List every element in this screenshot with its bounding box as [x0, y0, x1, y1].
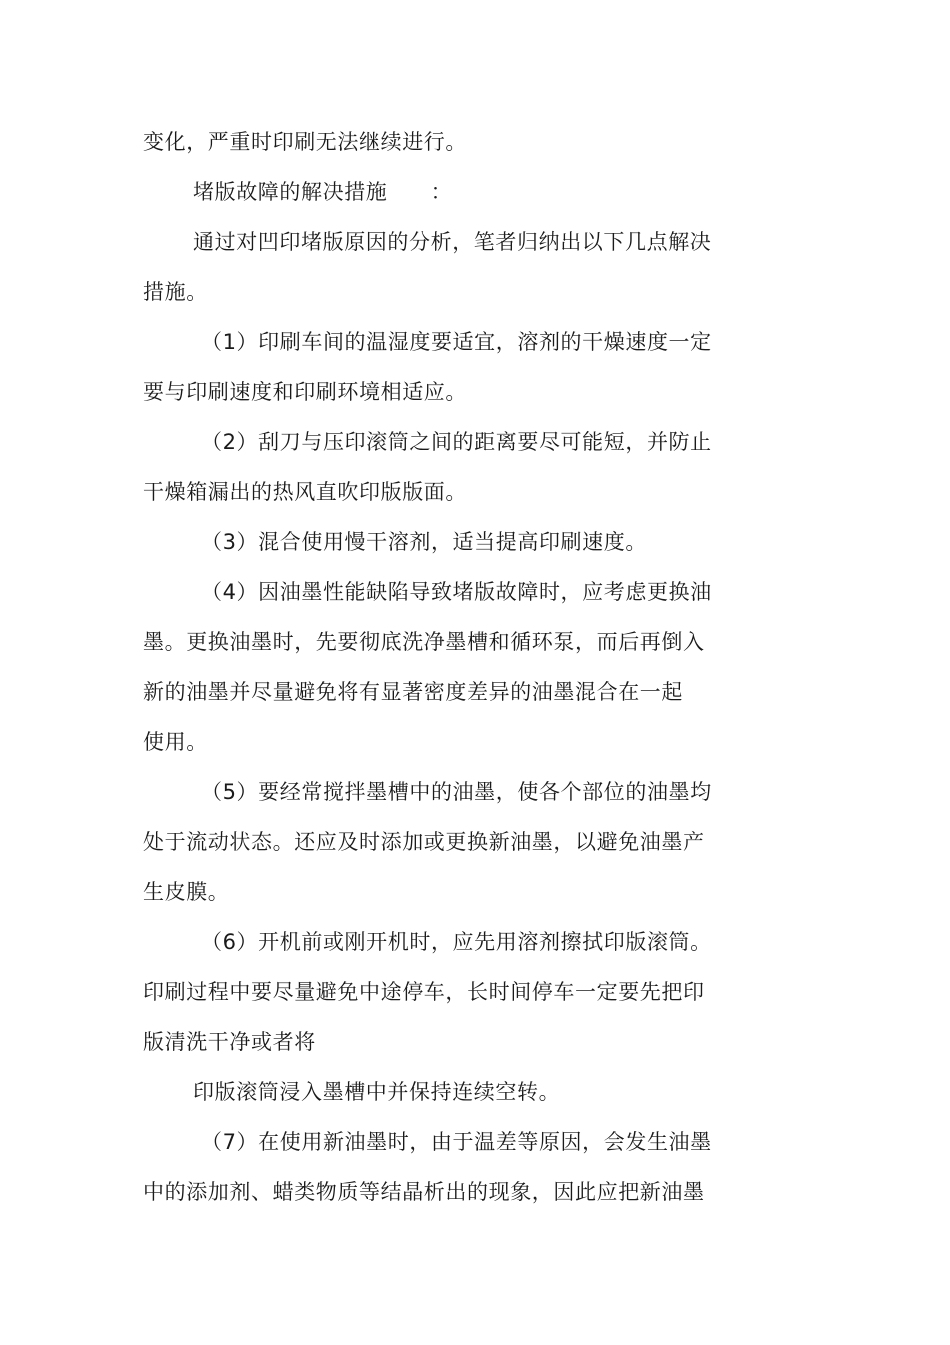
list-item-5-line: 生皮膜。	[143, 880, 230, 904]
text-line: 措施。	[143, 280, 208, 304]
section-heading: 堵版故障的解决措施 ：	[193, 180, 453, 204]
list-item-4-line: 墨。更换油墨时，先要彻底洗净墨槽和循环泵，而后再倒入	[143, 630, 705, 654]
list-item-6-line: 印版滚筒浸入墨槽中并保持连续空转。	[193, 1080, 561, 1104]
list-item-5-line: 处于流动状态。还应及时添加或更换新油墨，以避免油墨产	[143, 830, 705, 854]
text-line: 变化，严重时印刷无法继续进行。	[143, 130, 467, 154]
list-item-4-line: 新的油墨并尽量避免将有显著密度差异的油墨混合在一起	[143, 680, 683, 704]
list-item-1-line: 要与印刷速度和印刷环境相适应。	[143, 380, 467, 404]
list-item-6-line: 版清洗干净或者将	[143, 1030, 316, 1054]
list-item-3-line: （3）混合使用慢干溶剂，适当提高印刷速度。	[201, 530, 647, 554]
list-item-7-line: 中的添加剂、蜡类物质等结晶析出的现象，因此应把新油墨	[143, 1180, 705, 1204]
text-line: 通过对凹印堵版原因的分析，笔者归纳出以下几点解决	[193, 230, 712, 254]
list-item-7-line: （7）在使用新油墨时，由于温差等原因，会发生油墨	[201, 1130, 712, 1154]
list-item-4-line: （4）因油墨性能缺陷导致堵版故障时，应考虑更换油	[201, 580, 712, 604]
list-item-5-line: （5）要经常搅拌墨槽中的油墨，使各个部位的油墨均	[201, 780, 712, 804]
list-item-6-line: 印刷过程中要尽量避免中途停车，长时间停车一定要先把印	[143, 980, 705, 1004]
list-item-1-line: （1）印刷车间的温湿度要适宜，溶剂的干燥速度一定	[201, 330, 712, 354]
list-item-6-line: （6）开机前或刚开机时，应先用溶剂擦拭印版滚筒。	[201, 930, 712, 954]
list-item-2-line: 干燥箱漏出的热风直吹印版版面。	[143, 480, 467, 504]
list-item-2-line: （2）刮刀与压印滚筒之间的距离要尽可能短，并防止	[201, 430, 712, 454]
list-item-4-line: 使用。	[143, 730, 208, 754]
